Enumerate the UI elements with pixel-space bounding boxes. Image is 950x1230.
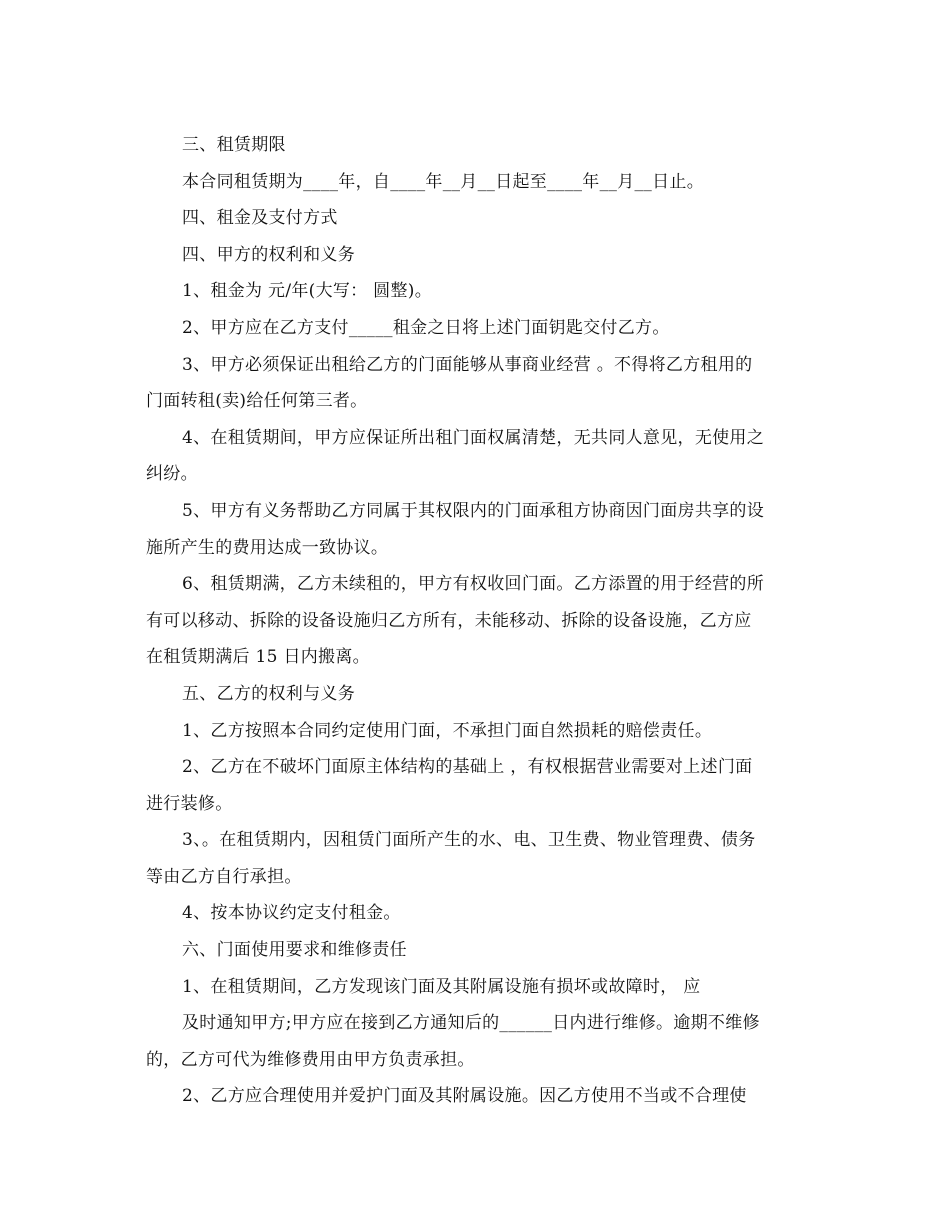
paragraph-line: 本合同租赁期为____年，自____年__月__日起至____年__月__日止。	[182, 171, 704, 192]
paragraph-line: 4、在租赁期间，甲方应保证所出租门面权属清楚，无共同人意见，无使用之	[182, 427, 765, 448]
paragraph-line: 的，乙方可代为维修费用由甲方负责承担。	[146, 1049, 475, 1070]
paragraph-line: 1、在租赁期间，乙方发现该门面及其附属设施有损坏或故障时， 应	[182, 976, 701, 997]
section-heading: 四、租金及支付方式	[182, 208, 338, 229]
document-body	[146, 127, 816, 1115]
paragraph-line: 6、租赁期满，乙方未续租的，甲方有权收回门面。乙方添置的用于经营的所	[182, 574, 765, 595]
section-heading: 四、甲方的权利和义务	[182, 244, 355, 265]
paragraph-line: 1、租金为 元/年(大写： 圆整)。	[182, 281, 433, 302]
paragraph-line: 纠纷。	[146, 464, 198, 485]
paragraph-line: 3、。在租赁期内，因租赁门面所产生的水、电、卫生费、物业管理费、债务	[182, 830, 756, 851]
paragraph-line: 等由乙方自行承担。	[146, 866, 302, 887]
paragraph-line: 门面转租(卖)给任何第三者。	[146, 391, 368, 412]
paragraph-line: 3、甲方必须保证出租给乙方的门面能够从事商业经营 。不得将乙方租用的	[182, 354, 753, 375]
section-heading: 五、乙方的权利与义务	[182, 683, 355, 704]
paragraph-line: 有可以移动、拆除的设备设施归乙方所有，未能移动、拆除的设备设施，乙方应	[146, 610, 752, 631]
paragraph-line: 5、甲方有义务帮助乙方同属于其权限内的门面承租方协商因门面房共享的设	[182, 500, 765, 521]
section-heading: 三、租赁期限	[182, 135, 286, 155]
paragraph-line: 1、乙方按照本合同约定使用门面，不承担门面自然损耗的赔偿责任。	[182, 720, 713, 741]
paragraph-line: 2、甲方应在乙方支付_____租金之日将上述门面钥匙交付乙方。	[182, 317, 670, 338]
paragraph-line: 4、按本协议约定支付租金。	[182, 903, 401, 924]
paragraph-line: 在租赁期满后 15 日内搬离。	[146, 647, 370, 668]
paragraph-line: 施所产生的费用达成一致协议。	[146, 537, 389, 558]
paragraph-line: 进行装修。	[146, 793, 233, 814]
paragraph-line: 及时通知甲方;甲方应在接到乙方通知后的______日内进行维修。逾期不维修	[182, 1013, 760, 1034]
section-heading: 六、门面使用要求和维修责任	[182, 940, 407, 961]
paragraph-line: 2、乙方应合理使用并爱护门面及其附属设施。因乙方使用不当或不合理使	[182, 1086, 747, 1107]
paragraph-line: 2、乙方在不破坏门面原主体结构的基础上 ，有权根据营业需要对上述门面	[182, 757, 753, 778]
